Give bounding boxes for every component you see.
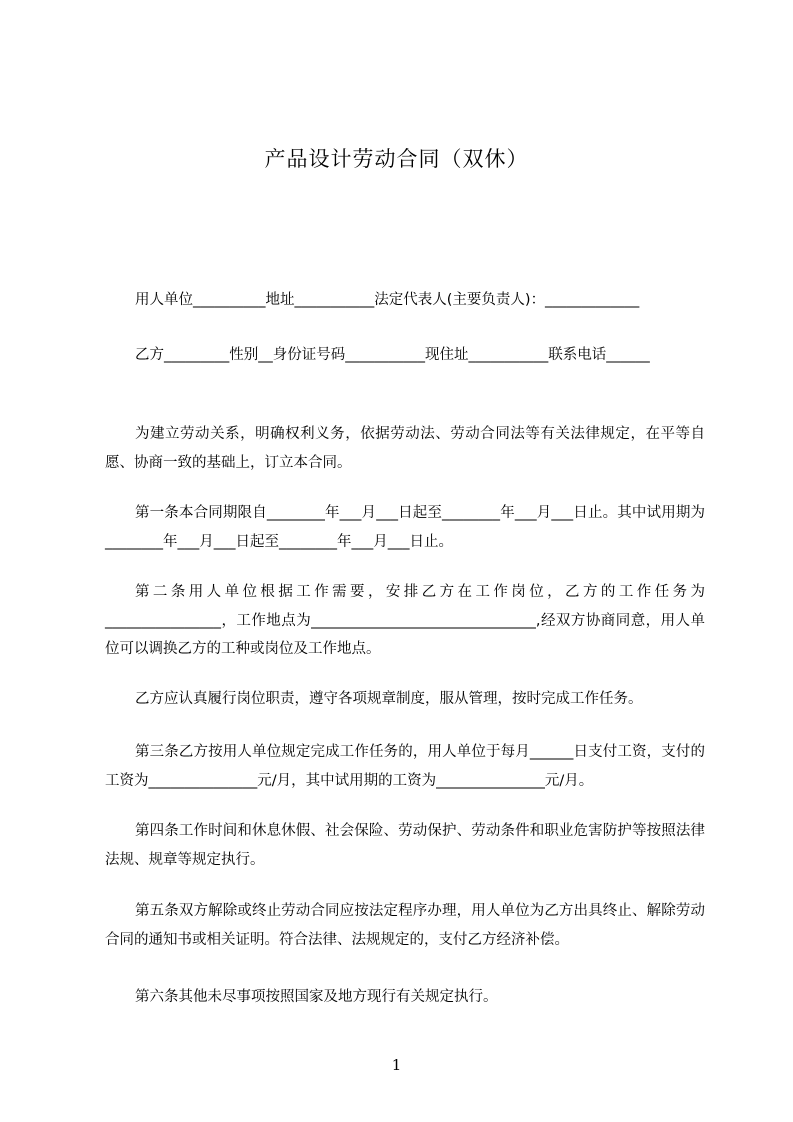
- article-5-paragraph: 第五条双方解除或终止劳动合同应按法定程序办理，用人单位为乙方出具终止、解除劳动合同的通知书或相关证明。符合法律、法规规定的，支付乙方经济补偿。: [105, 903, 705, 948]
- article-6-paragraph: 第六条其他未尽事项按照国家及地方现行有关规定执行。: [135, 989, 498, 1005]
- employer-info-line: 用人单位__________地址___________法定代表人(主要负责人)：_____________: [135, 292, 640, 308]
- article-2-paragraph: 第二条用人单位根据工作需要，安排乙方在工作岗位，乙方的工作任务为________________，工作地点为_______________________________,经双方协商同意，用人单位可以调换乙方的工种或岗位及工作地点。: [105, 584, 705, 657]
- document-title: 产品设计劳动合同（双休）: [264, 147, 529, 171]
- page-number: 1: [391, 1056, 402, 1074]
- article-4-paragraph: 第四条工作时间和休息休假、社会保险、劳动保护、劳动条件和职业危害防护等按照法律法规、规章等规定执行。: [105, 823, 705, 868]
- employee-info-line: 乙方_________性别__身份证号码___________现住址___________联系电话______: [135, 347, 650, 363]
- article-1-paragraph: 第一条本合同期限自________年___月___日起至________年___月___日止。其中试用期为________年___月___日起至________年___月___日止。: [105, 505, 705, 550]
- duty-paragraph: 乙方应认真履行岗位职责，遵守各项规章制度，服从管理，按时完成工作任务。: [135, 691, 643, 707]
- article-3-paragraph: 第三条乙方按用人单位规定完成工作任务的，用人单位于每月______日支付工资，支付的工资为_______________元/月，其中试用期的工资为_______________元/月。: [105, 744, 705, 789]
- preamble-paragraph: 为建立劳动关系，明确权利义务，依据劳动法、劳动合同法等有关法律规定，在平等自愿、协商一致的基础上，订立本合同。: [105, 426, 705, 471]
